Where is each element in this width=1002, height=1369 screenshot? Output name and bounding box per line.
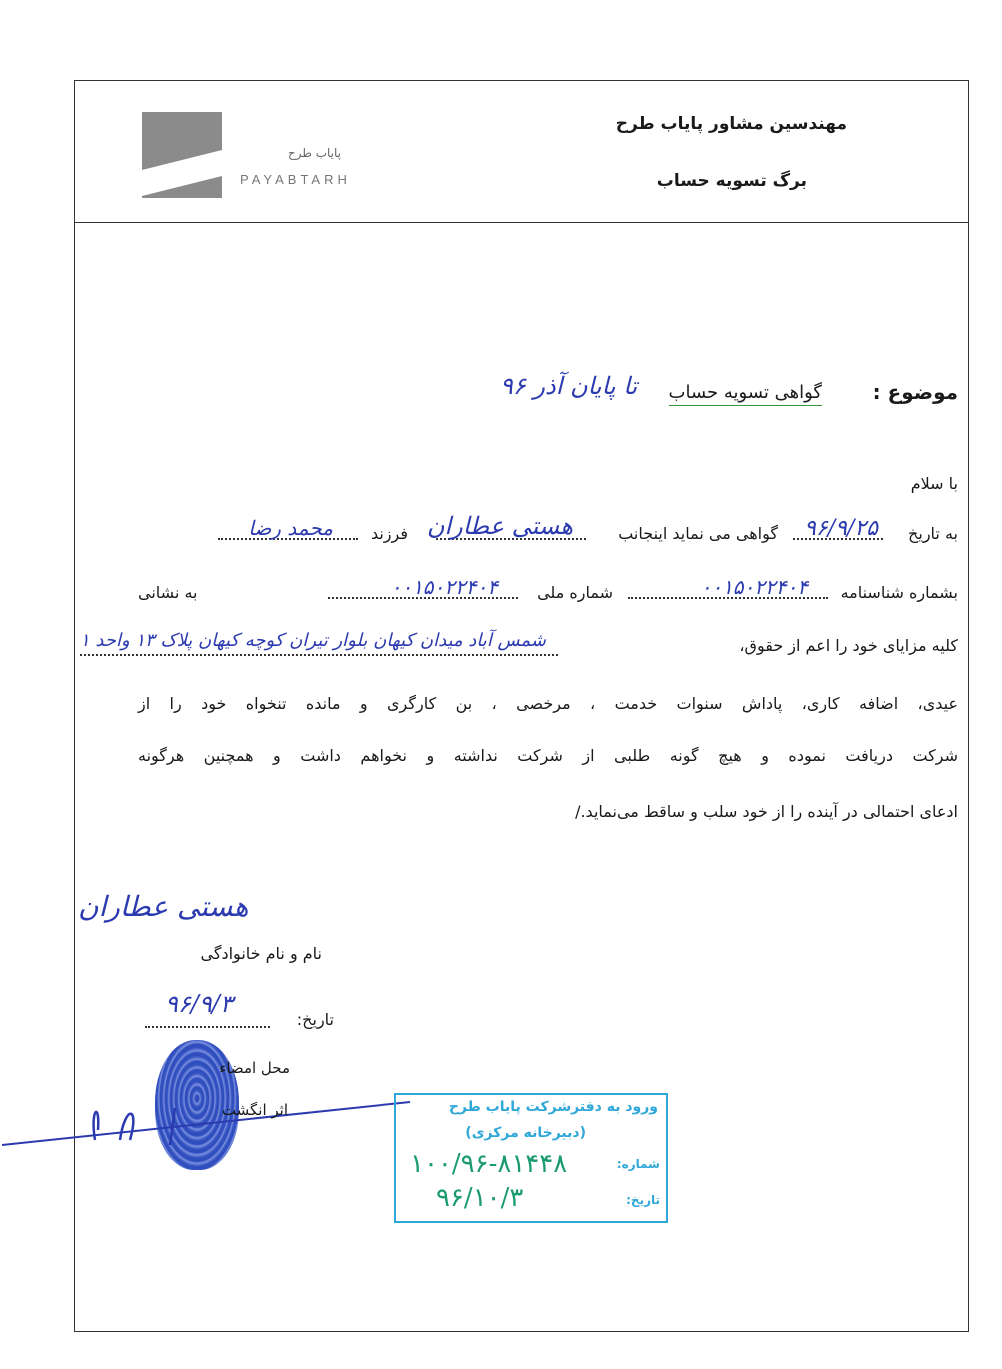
- stamp-line-2: (دبیرخانه مرکزی): [465, 1125, 586, 1141]
- body-line-5: شرکت دریافت نموده و هیچ گونه طلبی از شرکت نداشته و نخواهم داشت و همچنین هرگونه: [138, 746, 958, 765]
- stamp-number-value: ۱۰۰/۹۶-۸۱۴۴۸: [410, 1149, 568, 1179]
- line2-suffix: به نشانی: [138, 583, 198, 602]
- stamp-number-label: شماره:: [616, 1157, 660, 1171]
- signature-stroke: [0, 1100, 420, 1150]
- line1-child-of: فرزند: [370, 524, 408, 543]
- form-title: برگ تسویه حساب: [656, 171, 807, 191]
- line3-address-hand: شمس آباد میدان کیهان بلوار تیران کوچه کیهان پلاک ۱۳ واحد ۱: [80, 630, 546, 651]
- subject-text: گواهی تسویه حساب: [669, 382, 822, 406]
- body-line-2: [138, 575, 958, 613]
- subject-label: موضوع :: [872, 380, 958, 404]
- line1-date-hand: ۹۶/۹/۲۵: [804, 516, 878, 541]
- line1-mid: گواهی می نماید اینجانب: [618, 524, 778, 543]
- handwritten-signature: هستی عطاران: [78, 890, 249, 923]
- company-logo: [142, 112, 222, 198]
- greeting: با سلام: [910, 474, 958, 493]
- body-line-3: [80, 630, 958, 666]
- date-label: تاریخ:: [296, 1010, 334, 1029]
- date-handwritten: ۹۶/۹/۳: [165, 990, 233, 1018]
- header-divider: [74, 222, 969, 223]
- line3-suffix: کلیه مزایای خود را اعم از حقوق،: [739, 636, 958, 655]
- stamp-date-label: تاریخ:: [626, 1193, 660, 1207]
- line2-prefix: بشماره شناسنامه: [840, 583, 958, 602]
- line1-prefix: به تاریخ: [908, 524, 958, 543]
- subject-handwritten: تا پایان آذر ۹۶: [500, 372, 638, 400]
- registration-stamp: [394, 1093, 668, 1223]
- line2-id-hand: ۰۰۱۵۰۲۲۴۰۴: [700, 575, 808, 599]
- stamp-line-1: ورود به دفترشرکت پایاب طرح: [448, 1099, 658, 1115]
- body-line-1: [138, 512, 958, 554]
- fullname-label: نام و نام خانوادگی: [200, 944, 322, 963]
- company-name: مهندسین مشاور پایاب طرح: [615, 114, 847, 134]
- logo-latin-text: PAYABTARH: [240, 172, 351, 187]
- line2-mid: شماره ملی: [537, 583, 613, 602]
- body-line-4: عیدی، اضافه کاری، پاداش سنوات خدمت ، مرخصی ، بن کارگری و مانده تنخواه خود را از: [138, 694, 958, 713]
- thumbprint-label: اثر انگشت: [221, 1101, 288, 1119]
- sign-place-label: محل امضاء: [219, 1059, 290, 1077]
- stamp-date-value: ۹۶/۱۰/۳: [436, 1183, 524, 1213]
- line1-father-hand: محمد رضا: [248, 516, 333, 540]
- body-line-6: ادعای احتمالی در آینده را از خود سلب و ساقط می‌نماید./: [575, 802, 958, 821]
- line1-name-hand: هستی عطاران: [426, 512, 573, 540]
- logo-persian-text: پایاب طرح: [288, 146, 342, 160]
- line2-national-hand: ۰۰۱۵۰۲۲۴۰۴: [390, 575, 498, 599]
